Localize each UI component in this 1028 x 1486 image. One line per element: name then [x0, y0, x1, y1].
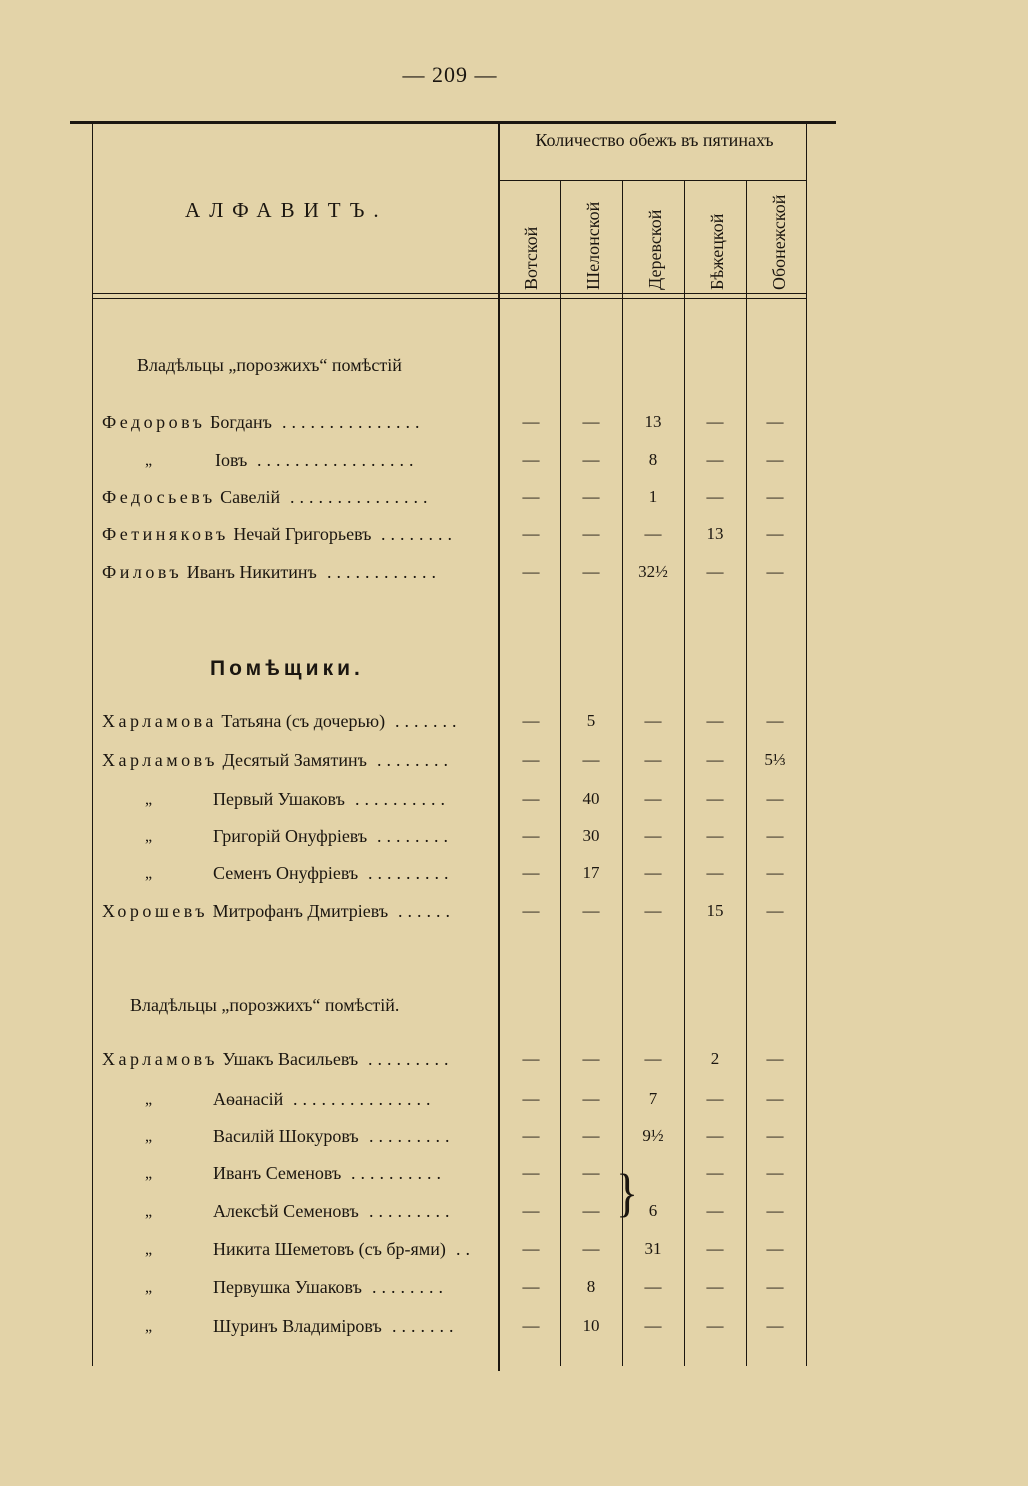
entry-name — [213, 1277, 362, 1298]
value-cell: — — [582, 1163, 600, 1182]
entry-name — [102, 1049, 358, 1070]
value-cell: — — [644, 826, 662, 845]
value-cell: — — [522, 826, 540, 845]
value-cell: — — [706, 562, 724, 581]
value-cell: — — [582, 562, 600, 581]
surname: Федосьевъ — [102, 487, 216, 507]
ditto-mark: „ — [145, 828, 153, 845]
table-row — [0, 1201, 1028, 1231]
value-cell: 5 — [586, 711, 596, 730]
table-row — [0, 1126, 1028, 1156]
value-cell: — — [582, 1049, 600, 1068]
value-cell: — — [522, 487, 540, 506]
value-cell: — — [522, 1316, 540, 1335]
leader-dots: ......... — [368, 863, 454, 883]
value-cell: — — [766, 450, 784, 469]
value-cell: — — [706, 487, 724, 506]
value-cell: — — [706, 1239, 724, 1258]
entry-name — [102, 524, 371, 545]
given-name: Никита Шеметовъ (съ бр-ями) — [213, 1239, 446, 1259]
table-row — [0, 1277, 1028, 1307]
group-header-title: Количество обежъ въ пятинахъ — [535, 130, 774, 150]
value-cell: — — [582, 1201, 600, 1220]
leader-dots: ........ — [372, 1277, 448, 1297]
ditto-mark: „ — [145, 1165, 153, 1182]
surname: Фетиняковъ — [102, 524, 229, 544]
header-bottom-rule-2 — [92, 298, 806, 299]
value-cell: — — [582, 1239, 600, 1258]
entry-name — [213, 1239, 446, 1260]
value-cell: — — [706, 1277, 724, 1296]
value-cell: — — [522, 1239, 540, 1258]
given-name: Савелій — [220, 487, 281, 507]
entry-name — [213, 863, 358, 884]
leader-dots: ............... — [282, 412, 425, 432]
value-cell: — — [582, 487, 600, 506]
ditto-mark: „ — [145, 791, 153, 808]
value-cell: — — [766, 412, 784, 431]
ditto-mark: „ — [145, 1241, 153, 1258]
value-cell: — — [706, 1201, 724, 1220]
entry-name — [102, 562, 317, 583]
value-cell: — — [522, 901, 540, 920]
leader-dots: .......... — [355, 789, 450, 809]
table-row — [0, 789, 1028, 819]
leader-dots: ...... — [398, 901, 455, 921]
given-name: Десятый Замятинъ — [222, 750, 367, 770]
value-cell: 7 — [648, 1089, 658, 1108]
table-row — [0, 826, 1028, 856]
value-cell: — — [644, 524, 662, 543]
given-name: Іовъ — [215, 450, 248, 470]
value-cell: — — [644, 901, 662, 920]
value-cell: — — [644, 789, 662, 808]
surname: Хорошевъ — [102, 901, 209, 921]
value-cell: — — [766, 901, 784, 920]
given-name: Иванъ Семеновъ — [213, 1163, 342, 1183]
value-cell: — — [644, 863, 662, 882]
value-cell: — — [522, 562, 540, 581]
value-cell: — — [522, 1126, 540, 1145]
value-cell: — — [766, 1316, 784, 1335]
value-cell: — — [706, 789, 724, 808]
value-cell: 5⅓ — [764, 750, 786, 769]
value-cell: — — [582, 901, 600, 920]
value-cell: — — [706, 750, 724, 769]
entry-name — [102, 711, 385, 732]
given-name: Татьяна (съ дочерью) — [221, 711, 386, 731]
group-header-underline — [500, 180, 806, 181]
table-top-rule — [70, 121, 836, 124]
ditto-mark: „ — [145, 1091, 153, 1108]
table-row — [0, 1049, 1028, 1079]
value-cell: — — [766, 562, 784, 581]
leader-dots: ............ — [327, 562, 441, 582]
ditto-mark: „ — [145, 865, 153, 882]
value-cell: 6 — [648, 1201, 658, 1220]
leader-dots: ......... — [368, 1049, 454, 1069]
leader-dots: .. — [456, 1239, 475, 1259]
given-name: Григорій Онуфріевъ — [213, 826, 368, 846]
value-cell: 32½ — [638, 562, 668, 581]
ditto-mark: „ — [145, 1128, 153, 1145]
table-row — [0, 1316, 1028, 1346]
value-cell: — — [522, 1277, 540, 1296]
leader-dots: ....... — [392, 1316, 459, 1336]
section-title: Помѣщики. — [210, 657, 364, 680]
value-cell: — — [522, 1163, 540, 1182]
entry-name — [102, 750, 367, 771]
value-cell: — — [706, 863, 724, 882]
value-cell: — — [766, 789, 784, 808]
ditto-mark: „ — [145, 1318, 153, 1335]
surname: Харламовъ — [102, 750, 218, 770]
value-cell: — — [706, 412, 724, 431]
given-name: Василій Шокуровъ — [213, 1126, 359, 1146]
value-cell: 9½ — [642, 1126, 664, 1145]
value-cell: — — [766, 1049, 784, 1068]
entry-name — [213, 789, 345, 810]
table-row — [0, 863, 1028, 893]
value-cell: — — [706, 450, 724, 469]
value-cell: — — [766, 711, 784, 730]
table-row — [0, 711, 1028, 741]
value-cell: — — [644, 1277, 662, 1296]
value-cell: — — [522, 1201, 540, 1220]
entry-name — [213, 1163, 341, 1184]
surname: Харламова — [102, 711, 217, 731]
value-cell: — — [644, 1049, 662, 1068]
entry-name — [102, 487, 280, 508]
table-row — [0, 450, 1028, 480]
value-cell: — — [522, 789, 540, 808]
leader-dots: ........ — [377, 750, 453, 770]
value-cell: 31 — [644, 1239, 662, 1258]
value-cell: — — [522, 711, 540, 730]
entry-name — [213, 1316, 382, 1337]
entry-name — [213, 1126, 359, 1147]
leader-dots: ........ — [377, 826, 453, 846]
value-cell: — — [766, 1126, 784, 1145]
value-cell: — — [766, 487, 784, 506]
ditto-mark: „ — [145, 452, 153, 469]
surname: Филовъ — [102, 562, 183, 582]
value-cell: — — [766, 826, 784, 845]
leader-dots: ....... — [395, 711, 462, 731]
leader-dots: ............... — [293, 1089, 436, 1109]
given-name: Шуринъ Владиміровъ — [213, 1316, 382, 1336]
value-cell: — — [582, 750, 600, 769]
leader-dots: ........ — [381, 524, 457, 544]
table-row — [0, 1089, 1028, 1119]
given-name: Иванъ Никитинъ — [186, 562, 317, 582]
entry-name — [102, 412, 272, 433]
value-cell: 17 — [582, 863, 600, 882]
entry-name — [213, 1089, 283, 1110]
value-cell: — — [766, 863, 784, 882]
table-row — [0, 412, 1028, 442]
brace-mark: } — [616, 1163, 639, 1222]
given-name: Аѳанасій — [213, 1089, 284, 1109]
value-cell: — — [706, 826, 724, 845]
value-cell: — — [522, 863, 540, 882]
entry-name — [213, 1201, 359, 1222]
value-cell: — — [522, 1049, 540, 1068]
value-cell: — — [522, 750, 540, 769]
value-cell: 1 — [648, 487, 658, 506]
value-cell: — — [522, 450, 540, 469]
value-cell: — — [706, 711, 724, 730]
value-cell: 30 — [582, 826, 600, 845]
value-cell: — — [766, 1163, 784, 1182]
section-title: Владѣльцы „порозжихъ“ помѣстій. — [130, 995, 400, 1015]
leader-dots: ............... — [290, 487, 433, 507]
value-cell: — — [766, 1277, 784, 1296]
value-cell: — — [706, 1089, 724, 1108]
value-cell: — — [706, 1316, 724, 1335]
value-cell: — — [582, 412, 600, 431]
value-cell: — — [706, 1163, 724, 1182]
given-name: Первушка Ушаковъ — [213, 1277, 362, 1297]
given-name: Нечай Григорьевъ — [233, 524, 372, 544]
given-name: Семенъ Онуфріевъ — [213, 863, 359, 883]
table-row — [0, 750, 1028, 780]
value-cell: — — [582, 524, 600, 543]
given-name: Ушакъ Васильевъ — [222, 1049, 359, 1069]
value-cell: — — [766, 1089, 784, 1108]
leader-dots: ......... — [369, 1201, 455, 1221]
value-cell: 13 — [706, 524, 724, 543]
given-name: Митрофанъ Дмитріевъ — [212, 901, 389, 921]
value-cell: — — [522, 1089, 540, 1108]
table-row — [0, 524, 1028, 554]
table-row — [0, 901, 1028, 931]
given-name: Первый Ушаковъ — [213, 789, 345, 809]
value-cell: 40 — [582, 789, 600, 808]
header-bottom-rule-1 — [92, 293, 806, 294]
leader-dots: ......... — [369, 1126, 455, 1146]
surname: Харламовъ — [102, 1049, 218, 1069]
surname: Федоровъ — [102, 412, 206, 432]
table-row — [0, 1239, 1028, 1269]
value-cell: — — [706, 1126, 724, 1145]
leader-dots: .......... — [351, 1163, 446, 1183]
table-row — [0, 1163, 1028, 1193]
value-cell: — — [522, 524, 540, 543]
value-cell: — — [766, 1201, 784, 1220]
value-cell: 10 — [582, 1316, 600, 1335]
alphabet-header: АЛФАВИТЪ. — [185, 198, 388, 222]
ditto-mark: „ — [145, 1203, 153, 1220]
value-cell: — — [582, 1126, 600, 1145]
value-cell: — — [582, 1089, 600, 1108]
value-cell: — — [644, 711, 662, 730]
section-title: Владѣльцы „порозжихъ“ помѣстій — [137, 355, 402, 375]
value-cell: — — [766, 524, 784, 543]
given-name: Алексѣй Семеновъ — [213, 1201, 359, 1221]
entry-name — [102, 901, 388, 922]
value-cell: 2 — [710, 1049, 720, 1068]
value-cell: 13 — [644, 412, 662, 431]
table-row — [0, 562, 1028, 592]
value-cell: — — [766, 1239, 784, 1258]
leader-dots: ................. — [257, 450, 419, 470]
value-cell: 8 — [586, 1277, 596, 1296]
value-cell: 15 — [706, 901, 724, 920]
entry-name — [213, 826, 367, 847]
value-cell: — — [644, 750, 662, 769]
value-cell: — — [522, 412, 540, 431]
given-name: Богданъ — [210, 412, 272, 432]
ditto-mark: „ — [145, 1279, 153, 1296]
table-row — [0, 487, 1028, 517]
entry-name — [215, 450, 247, 471]
value-cell: — — [582, 450, 600, 469]
value-cell: 8 — [648, 450, 658, 469]
value-cell: — — [644, 1316, 662, 1335]
page-number: — 209 — — [402, 62, 498, 87]
